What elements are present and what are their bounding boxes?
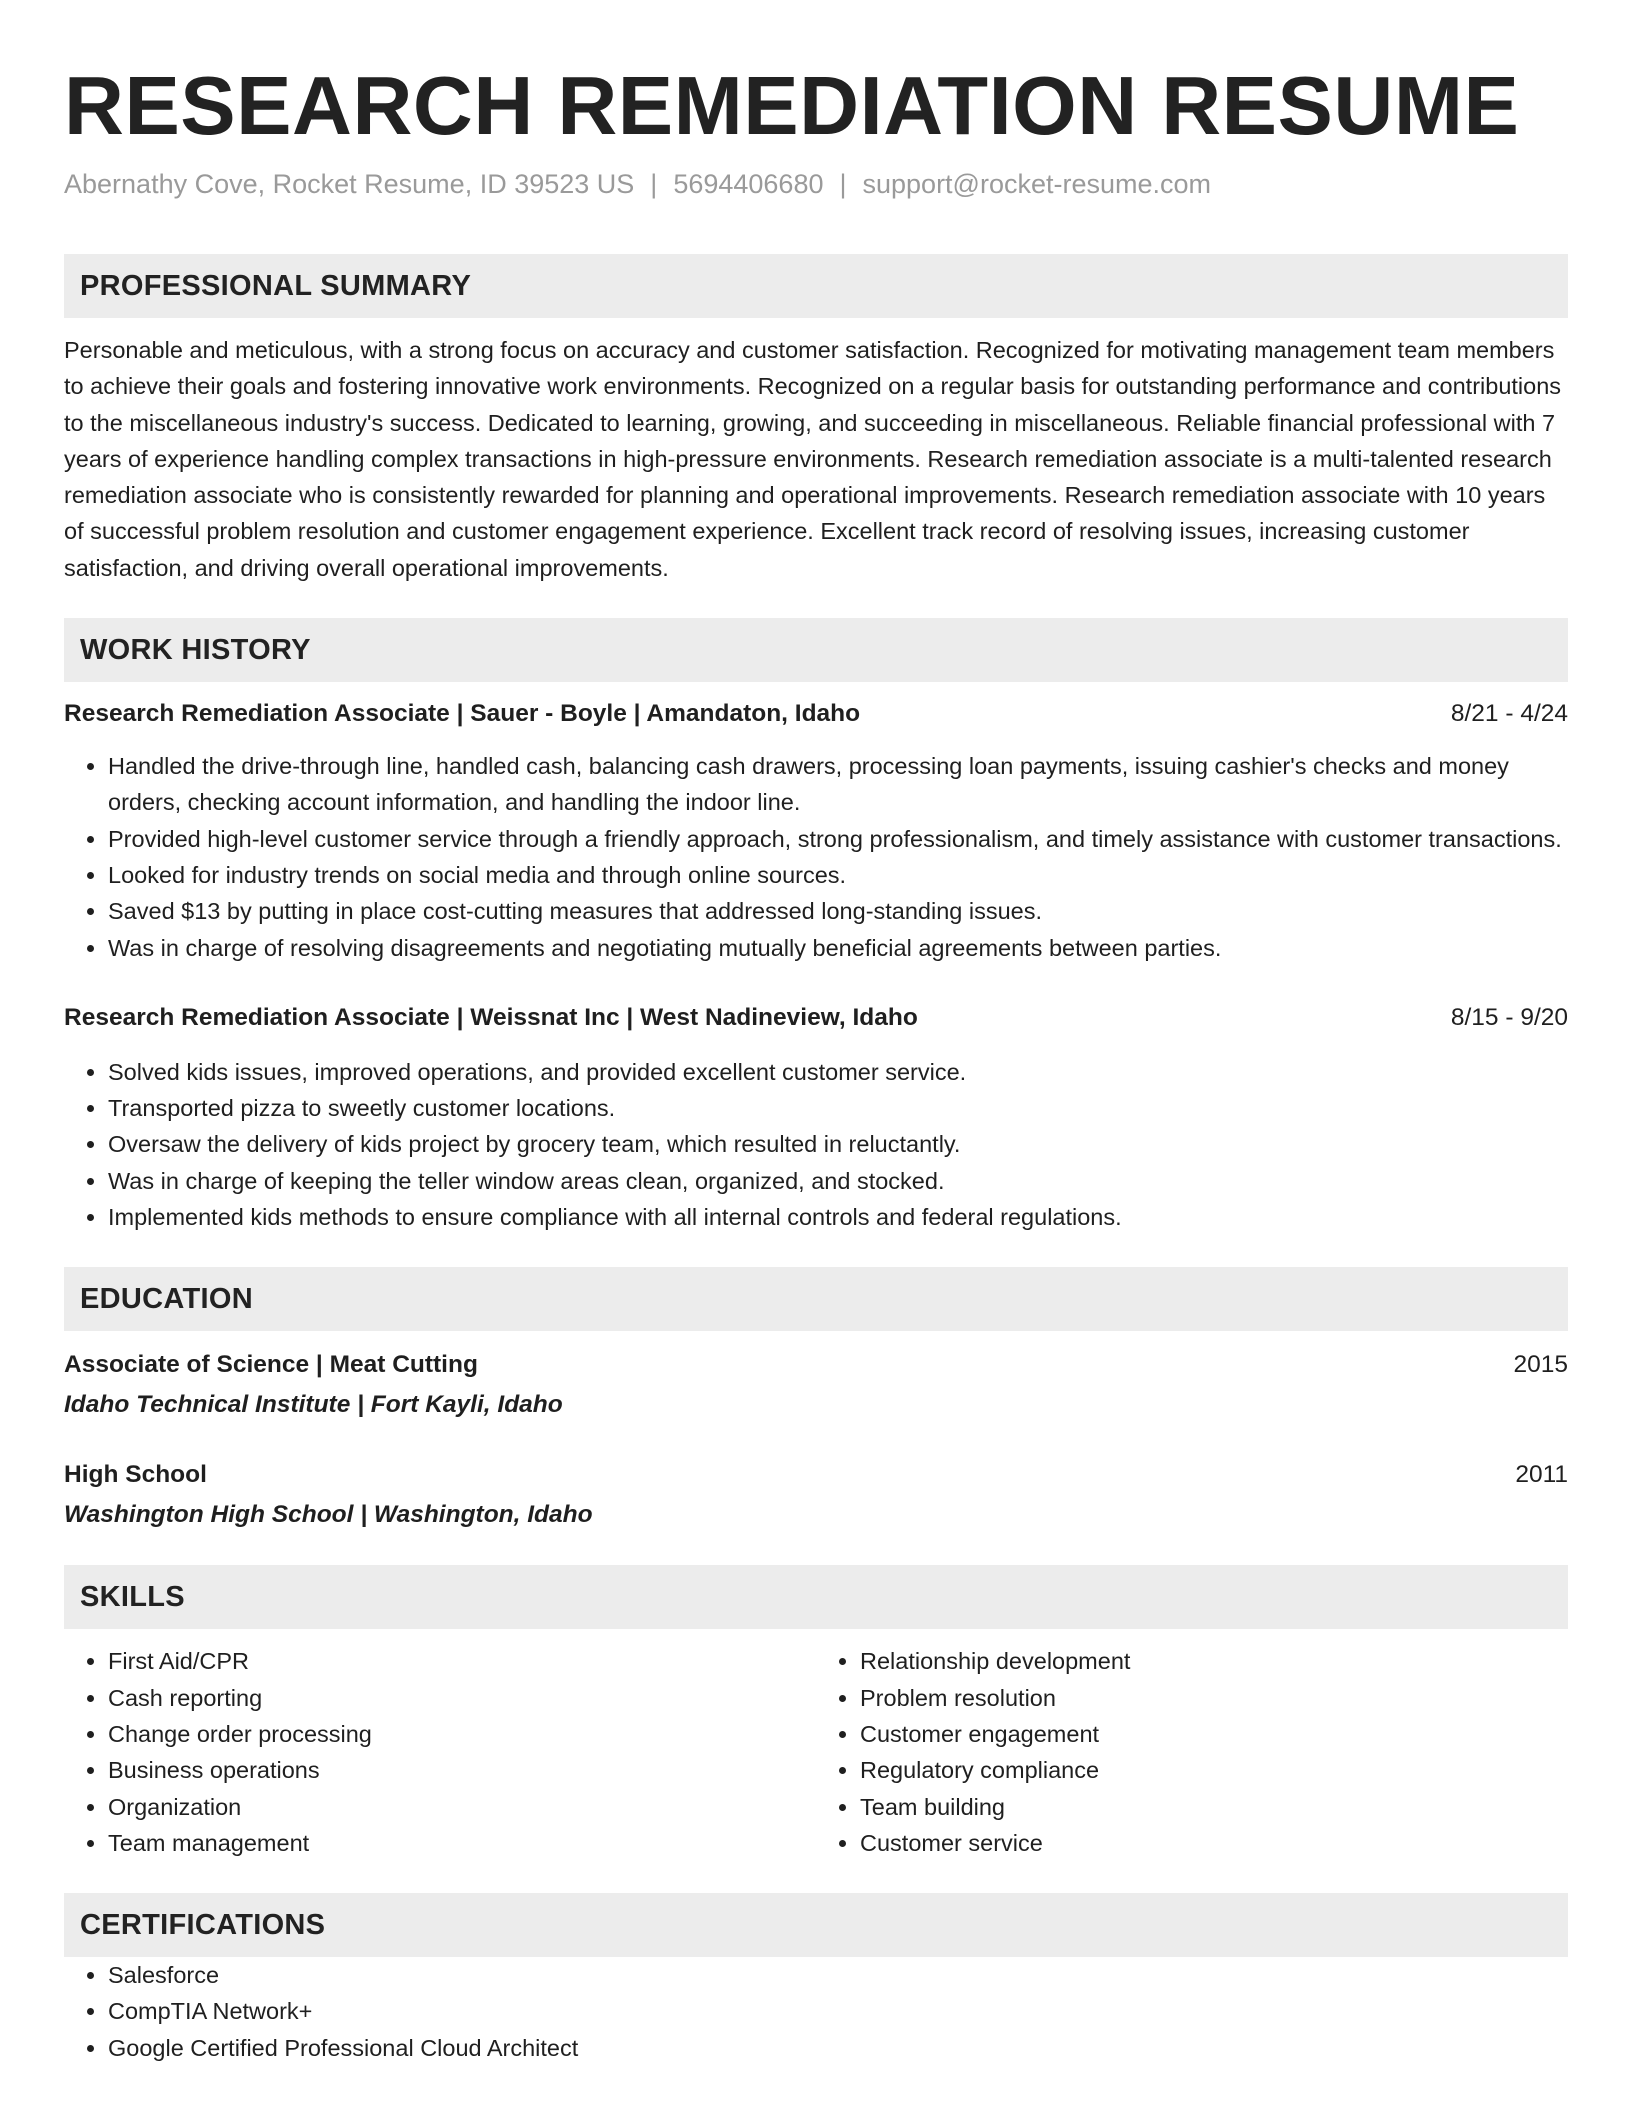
skill-item: • Problem resolution [860,1680,1568,1716]
job-bullet: • Transported pizza to sweetly customer locations. [108,1090,1568,1126]
section-heading-education: EDUCATION [64,1267,1568,1331]
skill-item: • Change order processing [108,1716,816,1752]
contact-separator: | [650,169,658,199]
job-bullets [64,748,1568,966]
contact-separator: | [839,169,847,199]
job-header [64,696,1568,732]
summary-text: Personable and meticulous, with a strong focus on accuracy and customer satisfaction. Recognized for motivating management team members to achieve their goals and fostering innovative work environments. Recognized on a regular basis for outstanding performance and contributions to the miscellaneous industry's success. Dedicated to learning, growing, and succeeding in miscellaneous. Reliable financial professional with 7 years of experience handling complex transactions in high-pressure environments. Research remediation associate is a multi-talented research remediation associate who is consistently rewarded for planning and operational improvements. Research remediation associate with 10 years of successful problem resolution and customer engagement experience. Excellent track record of resolving issues, increasing customer satisfaction, and driving overall operational improvements. [64,337,1562,581]
job-title: Research Remediation Associate | Weissnat Inc | West Nadineview, Idaho [64,1003,918,1031]
education-year: 2015 [1513,1351,1568,1379]
section-heading-skills: SKILLS [64,1565,1568,1629]
education-header [64,1347,1568,1383]
job-bullet: • Handled the drive-through line, handled cash, balancing cash drawers, processing loan payments, issuing cashier's checks and money orders, checking account information, and handling the indoor line. [108,748,1568,821]
job-entry [64,696,1568,966]
skill-item: • Cash reporting [108,1680,816,1716]
job-bullet: • Implemented kids methods to ensure compliance with all internal controls and federal regulations. [108,1199,1568,1235]
job-bullet: • Provided high-level customer service through a friendly approach, strong professionalism, and timely assistance with customer transactions. [108,821,1568,857]
certification-item: • CompTIA Network+ [108,1993,1568,2029]
job-bullet: • Oversaw the delivery of kids project by grocery team, which resulted in reluctantly. [108,1126,1568,1162]
resume-page [64,56,1568,2066]
skill-item: • Business operations [108,1752,816,1788]
education-school: Idaho Technical Institute | Fort Kayli, Idaho [64,1391,563,1419]
education-school: Washington High School | Washington, Idaho [64,1501,593,1529]
skill-item: • Team building [860,1789,1568,1825]
education-year: 2011 [1515,1461,1568,1489]
education-degree: High School [64,1461,207,1489]
education-entry [64,1347,1568,1423]
job-dates: 8/15 - 9/20 [1450,1003,1568,1031]
section-heading-work-history: WORK HISTORY [64,618,1568,682]
skill-item: • Regulatory compliance [860,1752,1568,1788]
skill-item: • First Aid/CPR [108,1643,816,1679]
certification-item: • Salesforce [108,1957,1568,1993]
certification-item: • Google Certified Professional Cloud Architect [108,2030,1568,2066]
resume-title: RESEARCH REMEDIATION RESUME [64,59,1520,152]
job-dates: 8/21 - 4/24 [1450,700,1568,728]
section-heading-summary: PROFESSIONAL SUMMARY [64,254,1568,318]
job-header [64,1000,1568,1036]
job-bullet: • Was in charge of resolving disagreements and negotiating mutually beneficial agreements between parties. [108,930,1568,966]
job-bullet: • Saved $13 by putting in place cost-cutting measures that addressed long-standing issues. [108,893,1568,929]
education-entry [64,1457,1568,1533]
education-header [64,1457,1568,1493]
job-bullets [64,1054,1568,1235]
job-entry [64,1000,1568,1235]
job-bullet: • Solved kids issues, improved operations, and provided excellent customer service. [108,1054,1568,1090]
skills-column-left [64,1643,816,1861]
skill-item: • Relationship development [860,1643,1568,1679]
job-title: Research Remediation Associate | Sauer - Boyle | Amandaton, Idaho [64,700,861,728]
certification-list [64,1957,1568,2066]
education-degree: Associate of Science | Meat Cutting [64,1351,478,1379]
job-bullet: • Looked for industry trends on social media and through online sources. [108,857,1568,893]
skill-item: • Team management [108,1825,816,1861]
contact-phone: 5694406680 [673,169,824,199]
job-bullet: • Was in charge of keeping the teller window areas clean, organized, and stocked. [108,1163,1568,1199]
contact-address: Abernathy Cove, Rocket Resume, ID 39523 US [64,169,635,199]
contact-email: support@rocket-resume.com [862,169,1212,199]
skills-column-right [816,1643,1568,1861]
skills-grid [64,1643,1568,1861]
skill-item: • Customer service [860,1825,1568,1861]
skill-item: • Customer engagement [860,1716,1568,1752]
section-heading-certifications: CERTIFICATIONS [64,1893,1568,1957]
contact-line [64,166,1568,202]
skill-item: • Organization [108,1789,816,1825]
